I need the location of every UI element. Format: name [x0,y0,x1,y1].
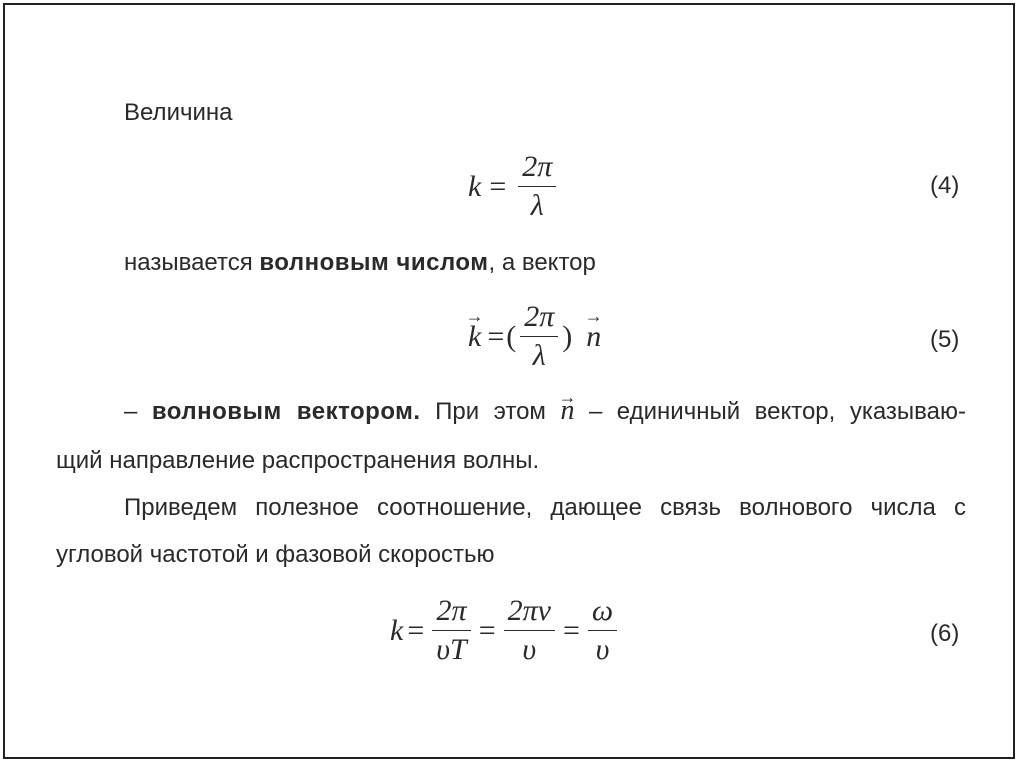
eq5-left-paren: ( [506,319,517,353]
eq5-numerator: 2π [520,300,558,337]
eq6-lhs: k [390,613,404,647]
eq4-fraction [518,150,556,223]
term-wave-number: волновым числом [259,249,489,276]
eq5-denominator: λ [532,339,546,372]
eq6-denominator-2: υ [522,633,537,666]
eq6-denominator-3: υ [595,633,610,666]
eq6-numerator-2: 2πν [504,594,555,631]
eq6-denominator-1: υT [436,633,467,666]
eq5-right-paren: ) [562,319,573,353]
text-relation-line2: угловой частотой и фазовой скоростью [56,541,495,568]
equation-4 [468,150,560,223]
eq5-rhs-vector-n: → n [586,320,601,354]
eq4-denominator: λ [530,189,544,222]
eq5-fraction [520,300,558,373]
eq6-equals-2: = [478,613,496,647]
text-wave-number-intro: называется волновым числом, а вектор [124,249,596,276]
text-relation-line1: Приведем полезное соотношение, дающее связь волнового числа с [124,494,966,521]
eq6-numerator-1: 2π [432,594,470,631]
inline-vector-n: → n [560,396,574,426]
equation-5-number: (5) [930,326,960,353]
eq6-fraction-2 [504,594,555,667]
eq5-lhs-vector-k: → k [468,320,481,354]
eq6-equals-1: = [407,613,425,647]
eq6-fraction-1 [432,594,470,667]
equation-4-number: (4) [930,172,960,199]
text-velichina: Величина [124,99,233,126]
text-wave-vector-line2: щий направление распространения волны. [56,447,540,474]
eq6-numerator-3: ω [588,594,617,631]
equation-6-number: (6) [930,620,960,647]
term-wave-vector: волновым вектором. [151,398,421,425]
eq4-lhs: k [468,169,482,203]
eq4-numerator: 2π [518,150,556,187]
equation-6 [390,594,621,667]
eq4-equals: = [489,169,507,203]
equation-5 [468,300,601,373]
eq6-equals-3: = [563,613,580,647]
eq6-fraction-3 [588,594,617,667]
text-wave-vector-line1: – волновым вектором. При этом → n – единичный вектор, указываю- [124,396,966,427]
eq5-equals: = [487,319,505,353]
